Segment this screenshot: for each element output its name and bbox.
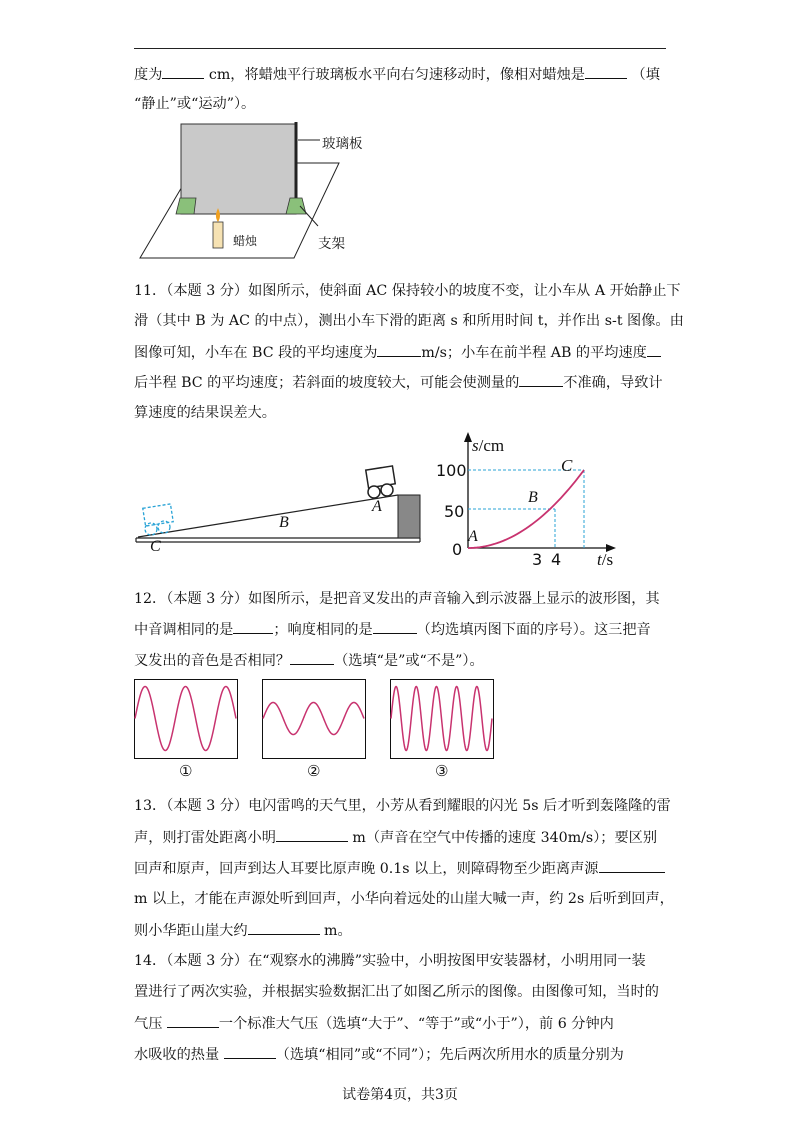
label-candle: 蜡烛 [233, 234, 258, 248]
q13-line1: 13．（本题 3 分）电闪雷鸣的天气里，小芳从看到耀眼的闪光 5s 后才听到轰隆隆的雷 [134, 798, 671, 814]
graph-xlabel-unit: /s [601, 550, 614, 569]
cart-top-icon [366, 466, 395, 498]
q12-line1: 12．（本题 3 分）如图所示，是把音叉发出的声音输入到示波器上显示的波形图，其 [134, 591, 660, 607]
graph-ylabel-unit: /cm [478, 436, 505, 455]
q12-text-2c: （均选填丙图下面的序号）。这三把音 [416, 622, 651, 638]
graph-ylabel-s: s [472, 436, 479, 455]
q14-line1: 14．（本题 3 分）在“观察水的沸腾”实验中，小明按图甲安装器材，小明用同一装 [134, 953, 646, 969]
waveform-1 [134, 679, 238, 759]
waveform-trace-1 [135, 687, 236, 751]
q10-blank-1[interactable] [162, 64, 204, 79]
q13-blank-1[interactable] [276, 827, 348, 842]
q12-text-2b: ；响度相同的是 [273, 622, 373, 638]
q12-line2 [134, 619, 651, 640]
ramp-label-b: B [279, 514, 289, 531]
waveform-3 [390, 679, 494, 759]
q10-line1 [134, 64, 660, 85]
q14-text-4b: （选填“相同”或“不同”）；先后两次所用水的质量分别为 [275, 1047, 624, 1063]
q11-text-4b: 不准确，导致计 [563, 375, 663, 391]
q14-line2: 置进行了两次实验，并根据实验数据汇出了如图乙所示的图像。由图像可知，当时的 [134, 984, 659, 1000]
q11-text-3a: 图像可知，小车在 BC 段的平均速度为 [134, 345, 378, 361]
graph-ylabel [472, 436, 504, 456]
q12-line3 [134, 650, 484, 671]
q14-text-3a: 气压 [134, 1016, 167, 1032]
q13-line4: m 以上，才能在声源处听到回声，小华向着远处的山崖大喊一声，约 2s 后听到回声， [134, 891, 674, 907]
q13-text-2b: m（声音在空气中传播的速度 340m/s）；要区别 [347, 830, 658, 846]
q13-text-5a: 则小华距山崖大约 [134, 923, 248, 939]
q11-blank-3[interactable] [519, 372, 563, 387]
q14-blank-1[interactable] [167, 1013, 219, 1028]
top-rule [134, 48, 666, 49]
waveform-label-1: ① [179, 762, 193, 780]
waveform-trace-3 [391, 687, 492, 751]
q14-blank-2[interactable] [224, 1044, 276, 1059]
graph-point-a: A [468, 528, 478, 545]
q14-text-4a: 水吸收的热量 [134, 1047, 224, 1063]
graph-point-b: B [528, 489, 538, 506]
label-glass-plate: 玻璃板 [322, 136, 363, 152]
q12-blank-2[interactable] [373, 619, 417, 634]
q11-text-3b: m/s；小车在前半程 AB 的平均速度 [421, 345, 647, 361]
q12-text-3b: （选填“是”或“不是”）。 [334, 653, 484, 669]
q14-line3 [134, 1013, 614, 1034]
graph-xtick-3: 3 [532, 550, 543, 569]
q13-blank-3[interactable] [248, 920, 320, 935]
q10-text-b: cm，将蜡烛平行玻璃板水平向右匀速移动时，像相对蜡烛是 [204, 67, 585, 83]
q13-line3 [134, 858, 665, 879]
q10-text-a: 度为 [134, 67, 163, 83]
q10-blank-2[interactable] [585, 64, 627, 79]
graph-y-arrow [464, 432, 472, 442]
q11-line2: 滑（其中 B 为 AC 的中点），测出小车下滑的距离 s 和所用时间 t，并作出 s-t 图像。由 [134, 313, 684, 329]
page-footer: 试卷第4页，共3页 [342, 1087, 458, 1103]
label-stand: 支架 [318, 236, 345, 252]
graph-point-c: C [561, 456, 573, 475]
graph-xlabel [597, 550, 613, 570]
q13-text-3: 回声和原声，回声到达人耳要比原声晚 0.1s 以上，则障碍物至少距离声源 [134, 861, 599, 877]
q11-line3 [134, 342, 661, 363]
q11-blank-2[interactable] [647, 342, 661, 357]
q11-line1: 11．（本题 3 分）如图所示，使斜面 AC 保持较小的坡度不变，让小车从 A 开始静止下 [134, 283, 681, 299]
q14-text-3b: 一个标准大气压（选填“大于”、“等于”或“小于”），前 6 分钟内 [218, 1016, 614, 1032]
q13-text-2a: 声，则打雷处距离小明 [134, 830, 276, 846]
q11-text-4a: 后半程 BC 的平均速度；若斜面的坡度较大，可能会使测量的 [134, 375, 520, 391]
q11-line5: 算速度的结果误差大。 [134, 405, 276, 421]
graph-xlabel-t: t [597, 550, 602, 569]
q13-text-5b: m。 [319, 923, 352, 939]
q12-text-3a: 叉发出的音色是否相同？ [134, 653, 291, 669]
q10-text-c: （填 [627, 67, 660, 83]
ramp-label-a: A [372, 498, 382, 515]
q12-blank-3[interactable] [290, 650, 334, 665]
q14-line4 [134, 1044, 624, 1065]
q11-line4 [134, 372, 663, 393]
q10-line2: “静止”或“运动”）。 [134, 96, 256, 112]
waveform-label-2: ② [307, 762, 321, 780]
q12-text-2a: 中音调相同的是 [134, 622, 234, 638]
cart-bottom-icon [143, 504, 173, 535]
waveform-label-3: ③ [435, 762, 449, 780]
graph-ytick-50: 50 [444, 502, 465, 521]
q13-line2 [134, 827, 657, 848]
q12-blank-1[interactable] [233, 619, 273, 634]
graph-xtick-4: 4 [551, 550, 562, 569]
q11-blank-1[interactable] [377, 342, 421, 357]
graph-ytick-0: 0 [452, 540, 463, 559]
q13-blank-2[interactable] [599, 858, 665, 873]
q13-line5 [134, 920, 352, 941]
ramp-label-c: C [150, 538, 161, 555]
graph-ytick-100: 100 [436, 461, 467, 480]
waveform-2 [262, 679, 366, 759]
waveform-trace-2 [263, 703, 364, 735]
